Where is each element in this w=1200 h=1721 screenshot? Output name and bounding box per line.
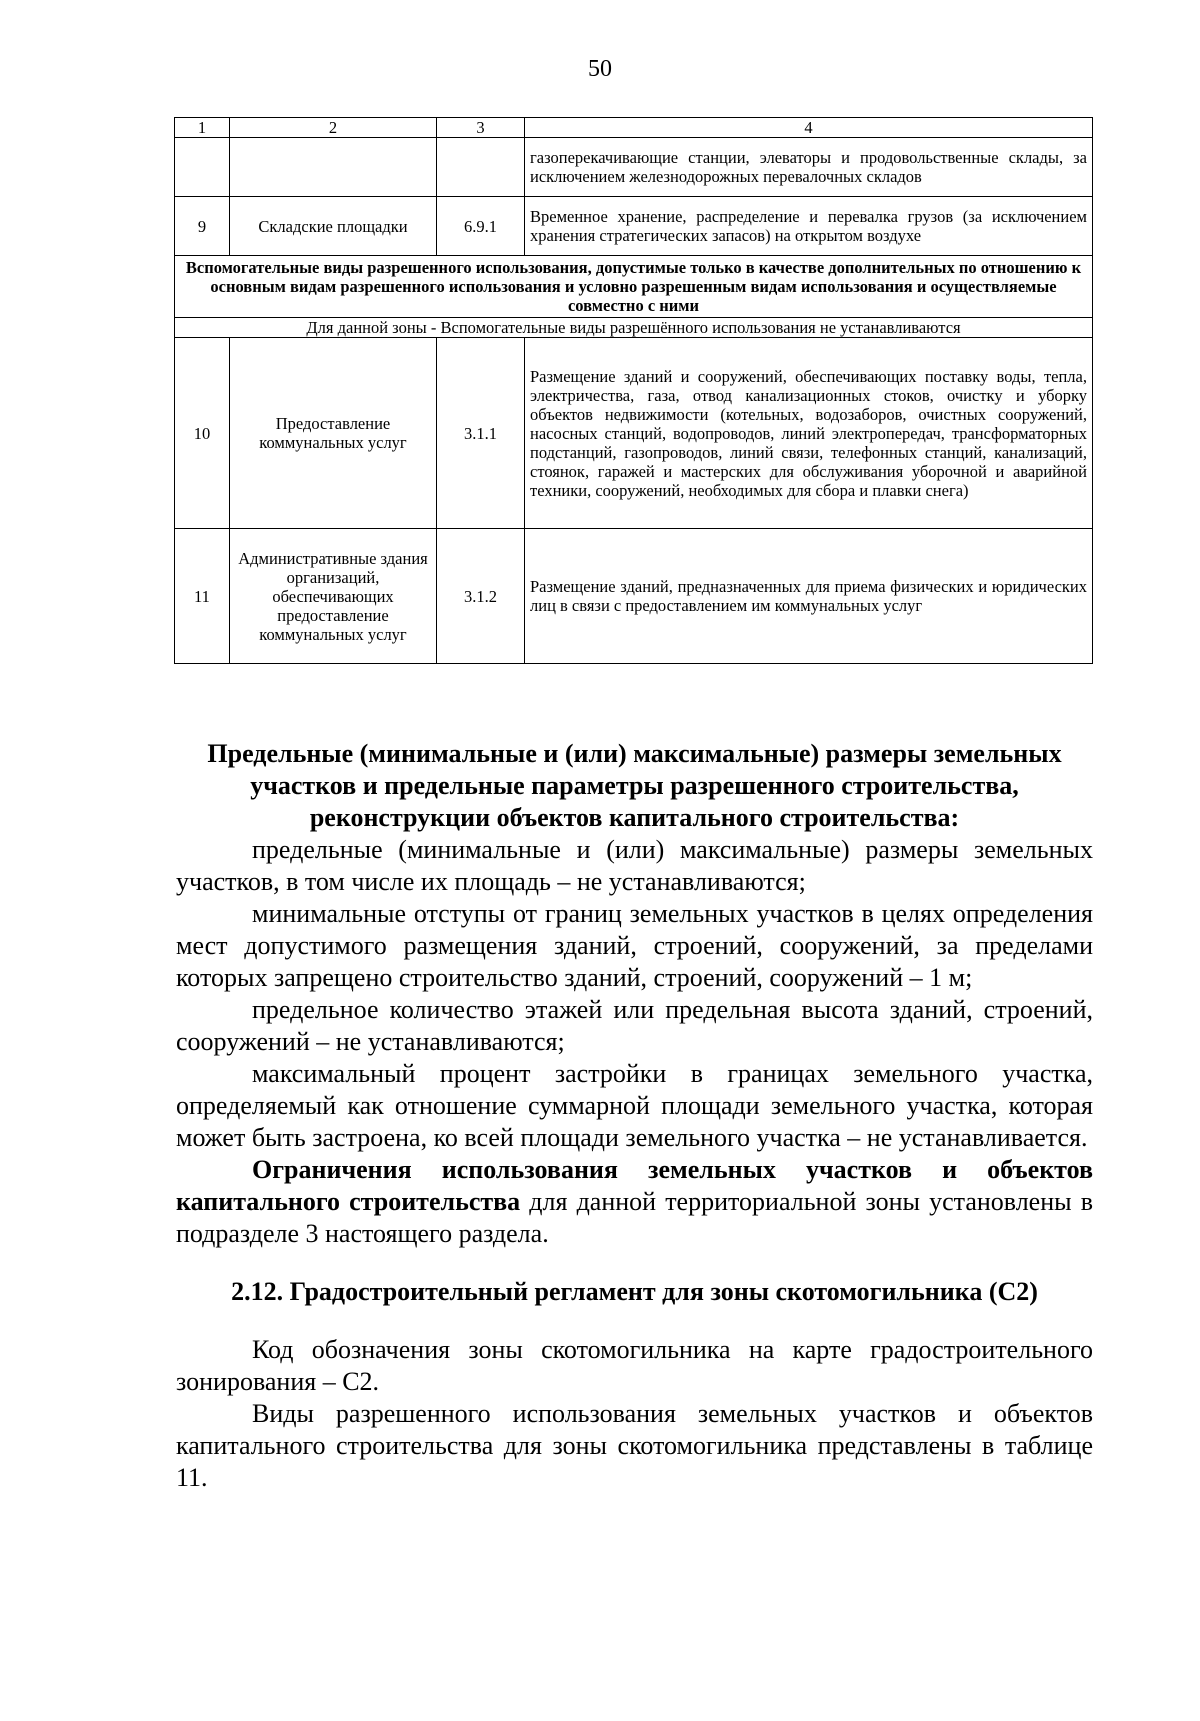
aux-section-title: Вспомогательные виды разрешенного использования, допустимые только в качестве дополнительных по отношению к основным видам разрешенного использования и условно разрешенным видам использования и осуществляемые совместно с ними	[175, 256, 1093, 318]
page-number: 50	[588, 56, 612, 82]
restrictions-bold: Ограничения использования земельных участков и объектов капитального строительства	[176, 1155, 1093, 1216]
row-description: Размещение зданий, предназначенных для приема физических и юридических лиц в связи с предоставлением им коммунальных услуг	[525, 529, 1093, 664]
row-name: Предоставление коммунальных услуг	[230, 338, 437, 529]
restrictions-rest: для данной территориальной зоны установлены в подразделе 3 настоящего раздела.	[176, 1187, 1093, 1248]
paragraph: Код обозначения зоны скотомогильника на карте градостроительного зонирования – С2.	[176, 1335, 1093, 1396]
section-heading: 2.12. Градостроительный регламент для зоны скотомогильника (С2)	[231, 1277, 1038, 1306]
row-number: 11	[175, 529, 230, 664]
row-code: 3.1.2	[437, 529, 525, 664]
table-note-row	[175, 318, 1093, 338]
header-cell-1: 1	[175, 118, 230, 138]
header-cell-2: 2	[230, 118, 437, 138]
paragraph: максимальный процент застройки в границах земельного участка, определяемый как отношение суммарной площади земельного участка, которая может быть застроена, ко всей площади земельного участка – не устанавливается.	[176, 1059, 1093, 1152]
row-description: газоперекачивающие станции, элеваторы и продовольственные склады, за исключением железнодорожных перевалочных складов	[525, 138, 1093, 197]
paragraph: минимальные отступы от границ земельных участков в целях определения мест допустимого размещения зданий, строений, сооружений, за пределами которых запрещено строительство зданий, строений, сооружений – 1 м;	[176, 899, 1093, 992]
table-row	[175, 338, 1093, 529]
row-code: 6.9.1	[437, 197, 525, 256]
row-name: Административные здания организаций, обеспечивающих предоставление коммунальных услуг	[230, 529, 437, 664]
table-row	[175, 529, 1093, 664]
row-name	[230, 138, 437, 197]
row-number: 9	[175, 197, 230, 256]
row-description: Временное хранение, распределение и перевалка грузов (за исключением хранения стратегических запасов) на открытом воздухе	[525, 197, 1093, 256]
restrictions-paragraph	[176, 1154, 1093, 1250]
table-row	[175, 138, 1093, 197]
row-number: 10	[175, 338, 230, 529]
body-text	[176, 738, 1093, 1494]
paragraph: предельное количество этажей или предельная высота зданий, строений, сооружений – не устанавливаются;	[176, 995, 1093, 1056]
header-cell-3: 3	[437, 118, 525, 138]
table-row	[175, 197, 1093, 256]
paragraph: предельные (минимальные и (или) максимальные) размеры земельных участков, в том числе их площадь – не устанавливаются;	[176, 835, 1093, 896]
land-use-table	[174, 117, 1093, 664]
row-number	[175, 138, 230, 197]
table-section-row	[175, 256, 1093, 318]
row-name: Складские площадки	[230, 197, 437, 256]
aux-section-note: Для данной зоны - Вспомогательные виды разрешённого использования не устанавливаются	[175, 318, 1093, 338]
header-cell-4: 4	[525, 118, 1093, 138]
paragraph: Виды разрешенного использования земельных участков и объектов капитального строительства для зоны скотомогильника представлены в таблице 11.	[176, 1399, 1093, 1492]
table-header-row	[175, 118, 1093, 138]
row-code	[437, 138, 525, 197]
row-code: 3.1.1	[437, 338, 525, 529]
row-description: Размещение зданий и сооружений, обеспечивающих поставку воды, тепла, электричества, газа, отвод канализационных стоков, очистку и уборку объектов недвижимости (котельных, водозаборов, очистных сооружений, насосных станций, водопроводов, линий электропередач, трансформаторных подстанций, газопроводов, линий связи, телефонных станций, канализаций, стоянок, гаражей и мастерских для обслуживания уборочной и аварийной техники, сооружений, необходимых для сбора и плавки снега)	[525, 338, 1093, 529]
limits-heading: Предельные (минимальные и (или) максимальные) размеры земельных участков и предельные параметры разрешенного строительства, реконструкции объектов капитального строительства:	[207, 739, 1062, 832]
